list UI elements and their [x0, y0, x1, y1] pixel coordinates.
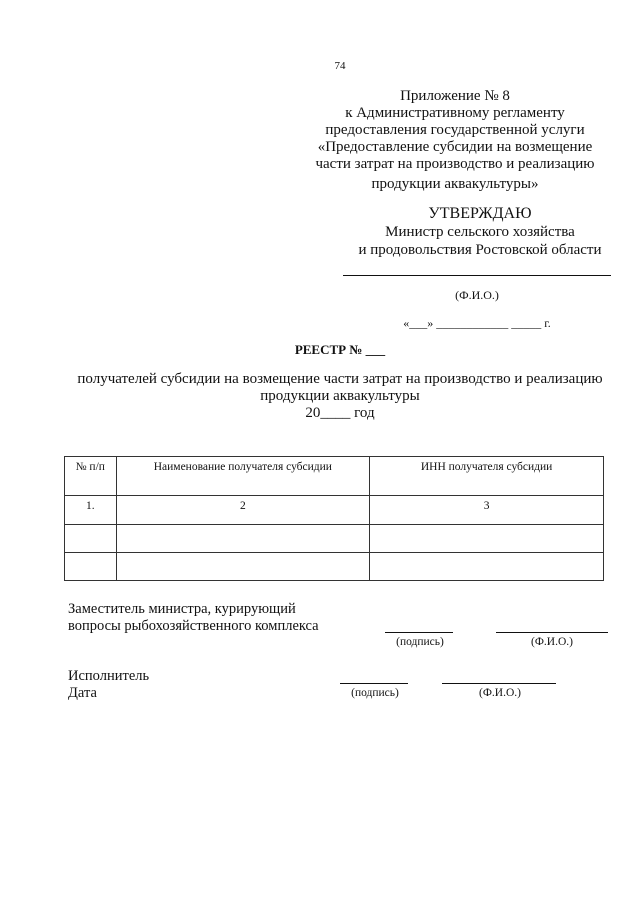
table-cell: 3	[370, 496, 604, 525]
registry-year: 20____ год	[305, 405, 375, 421]
annex-line: «Предоставление субсидии на возмещение	[317, 139, 593, 155]
approval-organization: и продовольствия Ростовской области	[358, 242, 602, 258]
table-row	[65, 525, 604, 553]
approval-title: УТВЕРЖДАЮ	[428, 205, 532, 222]
table-cell	[116, 553, 370, 581]
deputy-fio-label: (Ф.И.О.)	[531, 636, 573, 648]
annex-line: продукции аквакультуры»	[371, 176, 539, 192]
executor-date-label: Дата	[68, 685, 97, 701]
table-cell: 1.	[65, 496, 117, 525]
column-header-number: № п/п	[65, 457, 117, 496]
registry-table	[64, 456, 604, 581]
executor-block	[68, 668, 149, 702]
deputy-signature-line	[385, 632, 453, 633]
executor-label: Исполнитель	[68, 668, 150, 684]
executor-fio-line	[442, 683, 556, 684]
table-cell	[65, 553, 117, 581]
annex-header	[300, 88, 610, 193]
annex-line: к Административному регламенту	[345, 105, 565, 121]
table-cell	[116, 525, 370, 553]
approval-signature-line	[343, 275, 611, 276]
table-header-row	[65, 457, 604, 496]
deputy-minister-block	[68, 601, 319, 635]
annex-line: части затрат на производство и реализацию	[315, 156, 595, 172]
executor-signature-line	[340, 683, 408, 684]
table-cell: 2	[116, 496, 370, 525]
table-row	[65, 553, 604, 581]
deputy-fio-line	[496, 632, 608, 633]
executor-fio-label: (Ф.И.О.)	[479, 687, 521, 699]
deputy-title-line: Заместитель министра, курирующий	[68, 601, 296, 617]
approval-block	[330, 205, 630, 259]
approval-position: Министр сельского хозяйства	[385, 224, 575, 240]
registry-title: РЕЕСТР № ___	[294, 342, 386, 357]
deputy-title-line: вопросы рыбохозяйственного комплекса	[68, 618, 319, 634]
registry-subtitle	[40, 371, 640, 422]
annex-line: Приложение № 8	[400, 88, 510, 104]
column-header-inn: ИНН получателя субсидии	[370, 457, 604, 496]
table-cell	[370, 525, 604, 553]
table-cell	[65, 525, 117, 553]
approval-fio-label: (Ф.И.О.)	[455, 288, 499, 302]
page-number: 74	[334, 60, 346, 72]
registry-subtitle-line: продукции аквакультуры	[260, 388, 420, 404]
approval-date-line: «___» ____________ _____ г.	[403, 316, 551, 330]
deputy-signature-label: (подпись)	[396, 636, 444, 648]
column-header-recipient-name: Наименование получателя субсидии	[116, 457, 370, 496]
executor-signature-label: (подпись)	[351, 687, 399, 699]
annex-line: предоставления государственной услуги	[325, 122, 585, 138]
table-row	[65, 496, 604, 525]
registry-subtitle-line: получателей субсидии на возмещение части затрат на производство и реализацию	[77, 371, 603, 387]
table-cell	[370, 553, 604, 581]
